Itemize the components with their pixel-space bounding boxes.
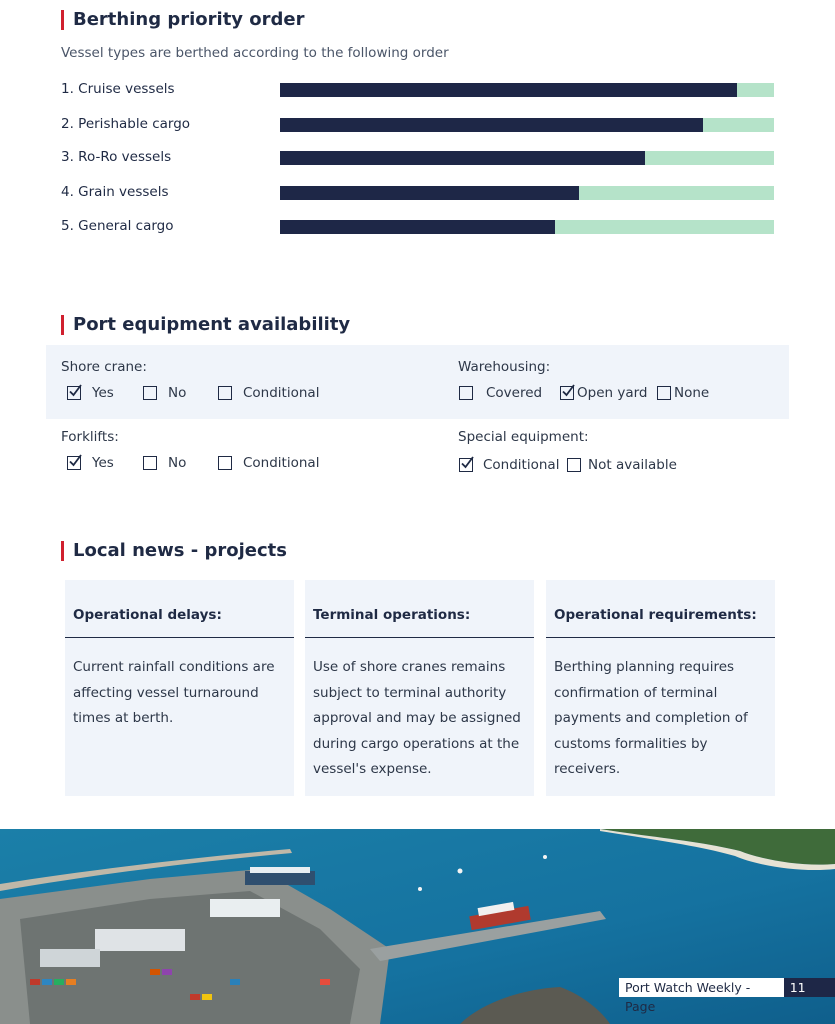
priority-title: Berthing priority order	[61, 10, 305, 30]
checkbox[interactable]	[67, 456, 81, 470]
equipment-band	[46, 345, 789, 419]
priority-label: 2. Perishable cargo	[61, 116, 191, 132]
priority-label: 4. Grain vessels	[61, 184, 169, 200]
news-card-body: Use of shore cranes remains subject to terminal authority approval and may be assigned during cargo operations at the vessel's expense.	[313, 659, 521, 777]
publication-name: Port Watch Weekly - Page	[619, 978, 784, 997]
news-card-heading: Operational delays:	[65, 580, 294, 638]
forklifts-label: Forklifts:	[61, 429, 119, 445]
checkbox-option[interactable]	[459, 385, 560, 401]
news-card	[546, 580, 775, 796]
priority-bar-fill	[280, 151, 645, 165]
checkbox-label: Covered	[486, 385, 543, 401]
priority-subtitle: Vessel types are berthed according to the following order	[61, 45, 449, 61]
checkbox-option[interactable]	[567, 457, 677, 473]
checkbox-label: Yes	[92, 455, 114, 471]
checkbox-label: No	[168, 385, 187, 401]
checkbox-option[interactable]	[67, 385, 143, 401]
checkbox-label: Not available	[588, 457, 677, 473]
priority-bar-track	[280, 220, 774, 234]
checkbox[interactable]	[459, 458, 473, 472]
checkbox[interactable]	[459, 386, 473, 400]
news-card-body: Current rainfall conditions are affecting vessel turnaround times at berth.	[73, 659, 275, 726]
checkbox-label: Conditional	[243, 385, 320, 401]
priority-bar-track	[280, 151, 774, 165]
checkbox-label: Conditional	[243, 455, 320, 471]
priority-bar-fill	[280, 220, 555, 234]
checkbox-label: None	[674, 385, 710, 401]
priority-row	[61, 80, 775, 98]
checkbox-option[interactable]	[657, 385, 709, 401]
checkbox-label: Open yard	[577, 385, 648, 401]
checkbox[interactable]	[567, 458, 581, 472]
checkbox-label: Yes	[92, 385, 114, 401]
priority-label: 5. General cargo	[61, 218, 174, 234]
equipment-title: Port equipment availability	[61, 315, 350, 335]
page-footer	[619, 978, 835, 1014]
checkbox-option[interactable]	[67, 455, 143, 471]
checkbox-label: No	[168, 455, 187, 471]
warehousing-label: Warehousing:	[458, 359, 551, 375]
warehousing-options	[459, 385, 709, 401]
checkbox[interactable]	[67, 386, 81, 400]
news-card-heading: Operational requirements:	[546, 580, 775, 638]
priority-label: 1. Cruise vessels	[61, 81, 175, 97]
news-card	[305, 580, 534, 796]
news-card-heading: Terminal operations:	[305, 580, 534, 638]
shore-crane-options	[67, 385, 319, 401]
checkbox-option[interactable]	[218, 385, 319, 401]
special-equipment-label: Special equipment:	[458, 429, 589, 445]
priority-row	[61, 115, 775, 133]
priority-bar-track	[280, 83, 774, 97]
checkbox-option[interactable]	[560, 385, 657, 401]
checkbox[interactable]	[143, 386, 157, 400]
priority-bar-fill	[280, 118, 703, 132]
priority-row	[61, 183, 775, 201]
priority-section	[0, 8, 835, 248]
shore-crane-label: Shore crane:	[61, 359, 147, 375]
checkbox[interactable]	[218, 456, 232, 470]
checkbox-label: Conditional	[483, 457, 560, 473]
priority-row	[61, 217, 775, 235]
checkbox-option[interactable]	[143, 385, 218, 401]
news-card-body: Berthing planning requires confirmation of terminal payments and completion of customs formalities by receivers.	[554, 659, 748, 777]
priority-row	[61, 148, 775, 166]
news-card	[65, 580, 294, 796]
checkbox-option[interactable]	[459, 457, 567, 473]
priority-bar-fill	[280, 83, 737, 97]
forklifts-options	[67, 455, 319, 471]
checkbox-option[interactable]	[218, 455, 319, 471]
priority-bar-track	[280, 186, 774, 200]
page-number: 11	[784, 978, 835, 997]
special-equipment-options	[459, 457, 677, 473]
checkbox[interactable]	[143, 456, 157, 470]
priority-bar-track	[280, 118, 774, 132]
checkbox[interactable]	[560, 386, 574, 400]
checkbox-option[interactable]	[143, 455, 218, 471]
checkbox[interactable]	[218, 386, 232, 400]
news-title: Local news - projects	[61, 541, 287, 561]
priority-bar-fill	[280, 186, 579, 200]
checkbox[interactable]	[657, 386, 671, 400]
priority-label: 3. Ro-Ro vessels	[61, 149, 172, 165]
